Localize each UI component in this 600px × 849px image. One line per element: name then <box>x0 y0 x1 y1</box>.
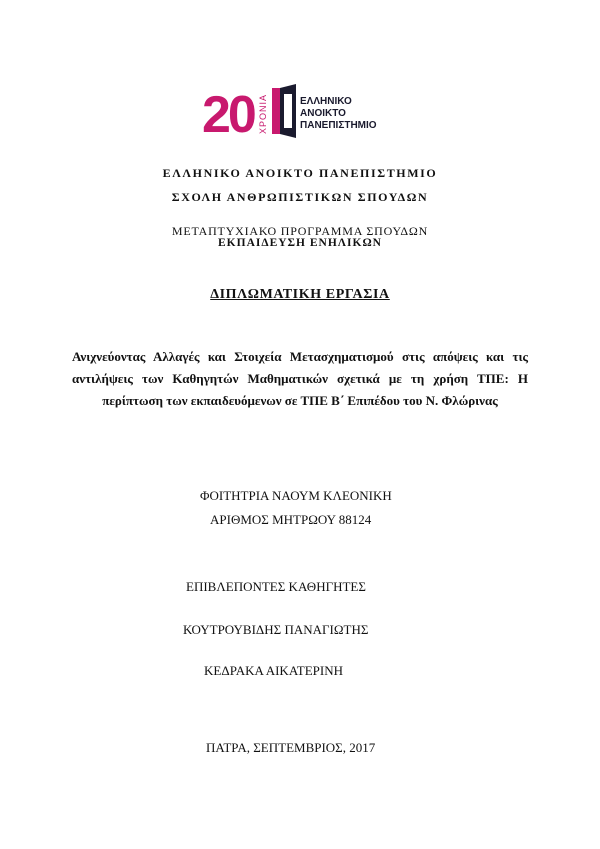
logo-anniversary-number: 20 <box>202 86 254 140</box>
supervisors-heading: ΕΠΙΒΛΕΠΟΝΤΕΣ ΚΑΘΗΓΗΤΕΣ <box>186 579 366 594</box>
school-name: ΣΧΟΛΗ ΑΝΘΡΩΠΙΣΤΙΚΩΝ ΣΠΟΥΔΩΝ <box>171 190 429 204</box>
thesis-title: Ανιχνεύοντας Αλλαγές και Στοιχεία Μετασχηματισμού στις απόψεις και τις αντιλήψεις των Καθηγητών Μαθηματικών σχετικά με τη χρήση ΤΠΕ: Η περίπτωση των εκπαιδευόμενων σε ΤΠΕ Β΄ Επιπέδου του Ν. Φλώρινας <box>72 349 528 408</box>
program-field: ΕΚΠΑΙΔΕΥΣΗ ΕΝΗΛΙΚΩΝ <box>218 237 382 249</box>
logo-line-1: ΕΛΛΗΝΙΚΟ <box>300 96 352 107</box>
logo-book-mark <box>272 84 296 138</box>
thesis-type: ΔΙΠΛΩΜΑΤΙΚΗ ΕΡΓΑΣΙΑ <box>210 287 390 302</box>
place-date: ΠΑΤΡΑ, ΣΕΠΤΕΜΒΡΙΟΣ, 2017 <box>206 740 376 755</box>
student-name: ΦΟΙΤΗΤΡΙΑ ΝΑΟΥΜ ΚΛΕΟΝΙΚΗ <box>200 488 392 503</box>
supervisor-name: ΚΟΥΤΡΟΥΒΙΔΗΣ ΠΑΝΑΓΙΩΤΗΣ <box>183 622 369 637</box>
logo-line-2: ΑΝΟΙΚΤΟ <box>300 108 346 119</box>
program-name: ΜΕΤΑΠΤΥΧΙΑΚΟ ΠΡΟΓΡΑΜΜΑ ΣΠΟΥΔΩΝ <box>171 224 429 238</box>
logo-line-3: ΠΑΝΕΠΙΣΤΗΜΙΟ <box>300 120 377 131</box>
university-name: ΕΛΛΗΝΙΚΟ ΑΝΟΙΚΤΟ ΠΑΝΕΠΙΣΤΗΜΙΟ <box>162 166 438 180</box>
university-logo <box>200 82 400 140</box>
logo-anniversary-word: ΧΡΟΝΙΑ <box>258 93 268 134</box>
supervisor-name: ΚΕΔΡΑΚΑ ΑΙΚΑΤΕΡΙΝΗ <box>204 663 344 678</box>
registration-number: ΑΡΙΘΜΟΣ ΜΗΤΡΩΟΥ 88124 <box>210 512 372 527</box>
